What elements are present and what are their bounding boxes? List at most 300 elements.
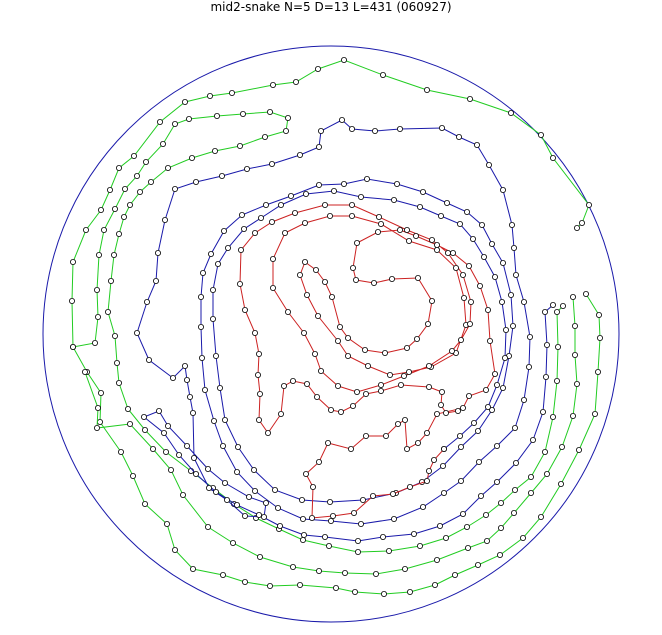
snake-node [494,382,499,387]
snake-node [372,128,377,133]
snake-node [572,352,577,357]
snake-node [449,348,454,353]
snake-node [406,369,411,374]
snake-node [168,467,173,472]
snake-node [142,501,147,506]
snake-node [443,410,448,415]
snake-node [269,161,274,166]
snake-node [510,323,515,328]
snake-node [382,350,387,355]
snake-node [440,463,445,468]
snake-node [404,446,409,451]
snake-node [484,538,489,543]
snake-node [460,272,465,277]
snake-node [425,321,430,326]
snake-node [116,231,121,236]
snake-node [214,113,219,118]
snake-node [342,570,347,575]
snake-node [281,383,286,388]
snake-node [471,420,476,425]
snake-node [420,504,425,509]
snake-node [293,79,298,84]
snake-node [528,474,533,479]
snake-node [407,589,412,594]
snake-node [592,411,597,416]
snake-node [572,323,577,328]
snake-node [500,260,505,265]
snake-node [148,179,153,184]
snake-node [270,285,275,290]
snake-node [172,547,177,552]
snake-node [297,152,302,157]
snake-node [230,540,235,545]
snake-node [395,421,400,426]
snake-node [261,514,266,519]
snake-node [498,500,503,505]
snake-node [457,433,462,438]
snake-node [127,202,132,207]
snake-node [489,241,494,246]
snake-node [481,254,486,259]
snake-node [424,87,429,92]
snake-node [150,446,155,451]
snake-node [470,236,475,241]
snake-node [468,299,473,304]
snake-node [350,403,355,408]
snake-node [417,204,422,209]
snake-node [242,307,247,312]
snake-node [161,430,166,435]
snake-node [574,381,579,386]
snake-node [544,471,549,476]
snake-node [219,173,224,178]
snake-node [558,481,563,486]
snake-node [316,144,321,149]
snake-node [466,393,471,398]
snake-node [429,298,434,303]
snake-node [348,446,353,451]
snake-node [434,242,439,247]
snake-node [116,380,121,385]
snake-node [304,292,309,297]
snake-green-3 [70,109,565,554]
snake-node [257,391,262,396]
snake-node [318,368,323,373]
snake-node [157,119,162,124]
snake-node [478,493,483,498]
snake-node [202,387,207,392]
snake-node [165,165,170,170]
snake-node [297,272,302,277]
snake-node [301,330,306,335]
snake-node [313,267,318,272]
snake-node [239,212,244,217]
snake-node [485,404,490,409]
snake-node [237,143,242,148]
snake-node [221,228,226,233]
snake-node [285,115,290,120]
snake-node [485,307,490,312]
snake-node [487,338,492,343]
snake-node [180,492,185,497]
snake-node [362,347,367,352]
snake-node [383,433,388,438]
snake-node [94,287,99,292]
snake-node [544,342,549,347]
snake-node [355,549,360,554]
snake-path [72,60,600,594]
snake-node [509,222,514,227]
snake-node [98,207,103,212]
snake-node [288,193,293,198]
snake-node [327,213,332,218]
snake-node [378,388,383,393]
snake-node [458,444,463,449]
snake-node [429,237,434,242]
snake-node [341,57,346,62]
snake-node [131,153,136,158]
snake-blue-middle [134,117,555,543]
snake-node [424,478,429,483]
snake-node [329,294,334,299]
snake-node [339,117,344,122]
snake-node [234,502,239,507]
snake-node [453,265,458,270]
snake-node [162,217,167,222]
snake-node [299,497,304,502]
snake-node [165,423,170,428]
snake-node [387,372,392,377]
snake-node [404,227,409,232]
snake-node [328,407,333,412]
snake-node [461,295,466,300]
snake-node [125,406,130,411]
snake-node [322,534,327,539]
snake-node [426,468,431,473]
snake-node [380,534,385,539]
snake-node [155,250,160,255]
snake-path [85,297,577,574]
snake-node [242,579,247,584]
snake-node [358,521,363,526]
snake-node [595,369,600,374]
snake-node [365,363,370,368]
snake-node [222,480,227,485]
snake-node [222,417,227,422]
snake-node [229,90,234,95]
snake-node [98,390,103,395]
snake-node [354,389,359,394]
snake-node [338,409,343,414]
snake-node [437,523,442,528]
snake-node [292,210,297,215]
snake-node [137,189,142,194]
snake-node [390,491,395,496]
snake-node [479,222,484,227]
snake-node [314,394,319,399]
snake-node [144,299,149,304]
snake-node [316,182,321,187]
snake-node [554,378,559,383]
snake-node [118,449,123,454]
snake-node [351,510,356,515]
snake-node [464,209,469,214]
snake-node [172,186,177,191]
snake-node [267,109,272,114]
snake-node [458,337,463,342]
snake-node [199,355,204,360]
snake-node [270,256,275,261]
snake-node [455,408,460,413]
snake-node [252,330,257,335]
snake-node [134,330,139,335]
snake-node [275,505,280,510]
snake-node [335,383,340,388]
snake-node [520,535,525,540]
snake-node [492,274,497,279]
snake-node [512,425,517,430]
snake-node [404,345,409,350]
snake-node [190,410,195,415]
snake-node [302,259,307,264]
snake-node [95,405,100,410]
snake-node [70,344,75,349]
snake-node [97,419,102,424]
snake-node [467,96,472,101]
snake-node [375,229,380,234]
snake-node [114,360,119,365]
snake-node [70,259,75,264]
snake-node [326,543,331,548]
snake-node [272,487,277,492]
snake-node [116,165,121,170]
snake-node [386,548,391,553]
snake-node [465,545,470,550]
snake-node [224,497,229,502]
snake-node [205,466,210,471]
snake-node [350,265,355,270]
snake-node [457,221,462,226]
snake-node [122,186,127,191]
snake-node [513,460,518,465]
snake-node [200,270,205,275]
snake-node [364,176,369,181]
snake-node [187,394,192,399]
snake-node [160,141,165,146]
snake-node [101,227,106,232]
snake-node [335,338,340,343]
snake-node [267,583,272,588]
snake-node [381,591,386,596]
snake-node [262,134,267,139]
snake-node [69,298,74,303]
snake-node [210,287,215,292]
snake-node [277,523,282,528]
snake-node [318,128,323,133]
snake-node [345,353,350,358]
snake-node [337,324,342,329]
snake-node [256,417,261,422]
snake-node [278,202,283,207]
snake-node [240,111,245,116]
snake-node [220,572,225,577]
snake-layer [69,57,602,596]
snake-node [164,521,169,526]
snake-node [508,110,513,115]
snake-node [583,291,588,296]
snake-node [413,233,418,238]
snake-node [130,473,135,478]
snake-node [528,490,533,495]
snake-node [182,99,187,104]
snake-node [322,279,327,284]
snake-node [443,535,448,540]
snake-node [282,230,287,235]
snake-node [265,430,270,435]
snake-node [108,278,113,283]
snake-node [380,72,385,77]
snake-node [92,340,97,345]
snake-node [431,457,436,462]
snake-node [502,355,507,360]
snake-node [198,294,203,299]
snake-node [574,225,579,230]
snake-node [363,391,368,396]
snake-node [255,372,260,377]
snake-node [439,125,444,130]
snake-node [494,443,499,448]
snake-node [212,148,217,153]
snake-node [432,582,437,587]
snake-node [206,485,211,490]
snake-node [278,411,283,416]
snake-node [237,281,242,286]
snake-node [210,316,215,321]
snake-node [302,220,307,225]
snake-node [83,227,88,232]
snake-node [417,543,422,548]
snake-node [464,524,469,529]
snake-node [476,459,481,464]
snake-node [414,336,419,341]
snake-node [486,162,491,167]
snake-node [211,418,216,423]
snake-node [439,389,444,394]
snake-node [304,381,309,386]
snake-node [263,500,268,505]
snake-node [312,351,317,356]
snake-node [297,582,302,587]
snake-node [570,413,575,418]
snake-node [290,564,295,569]
snake-node [256,512,261,517]
snake-node [508,292,513,297]
snake-node [82,369,87,374]
snake-node [494,479,499,484]
snake-node [458,478,463,483]
snake-node [190,566,195,571]
snake-node [424,430,429,435]
snake-node [246,494,251,499]
snake-node [193,179,198,184]
snake-node [244,166,249,171]
snake-node [300,516,305,521]
snake-node [434,557,439,562]
snake-node [121,214,126,219]
snake-node [434,411,439,416]
snake-node [579,220,584,225]
snake-node [378,382,383,387]
snake-node [550,414,555,419]
snake-node [142,427,147,432]
snake-node [198,324,203,329]
snake-node [397,227,402,232]
snake-node [497,552,502,557]
snake-node [349,126,354,131]
snake-node [96,252,101,257]
snake-node [353,277,358,282]
snake-node [358,194,363,199]
snake-node [290,378,295,383]
snake-node [511,245,516,250]
snake-node [172,121,177,126]
snake-node [215,261,220,266]
snake-node [258,215,263,220]
snake-node [193,471,198,476]
snake-node [322,202,327,207]
snake-node [220,443,225,448]
snake-node [389,276,394,281]
snake-node [303,191,308,196]
snake-node [441,490,446,495]
snake-node [112,333,117,338]
snake-path [240,205,495,518]
snake-node [189,155,194,160]
snake-node [466,263,471,268]
snake-node [512,487,517,492]
snake-node [327,499,332,504]
snake-node [438,402,443,407]
snake-node [252,230,257,235]
snake-node [483,512,488,517]
snake-node [355,538,360,543]
snake-node [107,187,112,192]
snake-node [257,554,262,559]
snake-node [141,414,146,419]
snake-node [586,202,591,207]
snake-node [426,384,431,389]
snake-node [450,250,455,255]
snake-node [234,469,239,474]
snake-node [511,510,516,515]
snake-node [452,572,457,577]
snake-node [363,433,368,438]
snake-node [176,452,181,457]
snake-node [500,187,505,192]
snake-node [112,206,117,211]
snake-node [170,375,175,380]
snake-node [269,219,274,224]
snake-node [597,335,602,340]
snake-node [460,405,465,410]
snake-node [283,128,288,133]
snake-node [434,247,439,252]
snake-node [225,245,230,250]
snake-node [445,250,450,255]
snake-node [352,589,357,594]
snake-node [213,489,218,494]
snake-node [349,202,354,207]
